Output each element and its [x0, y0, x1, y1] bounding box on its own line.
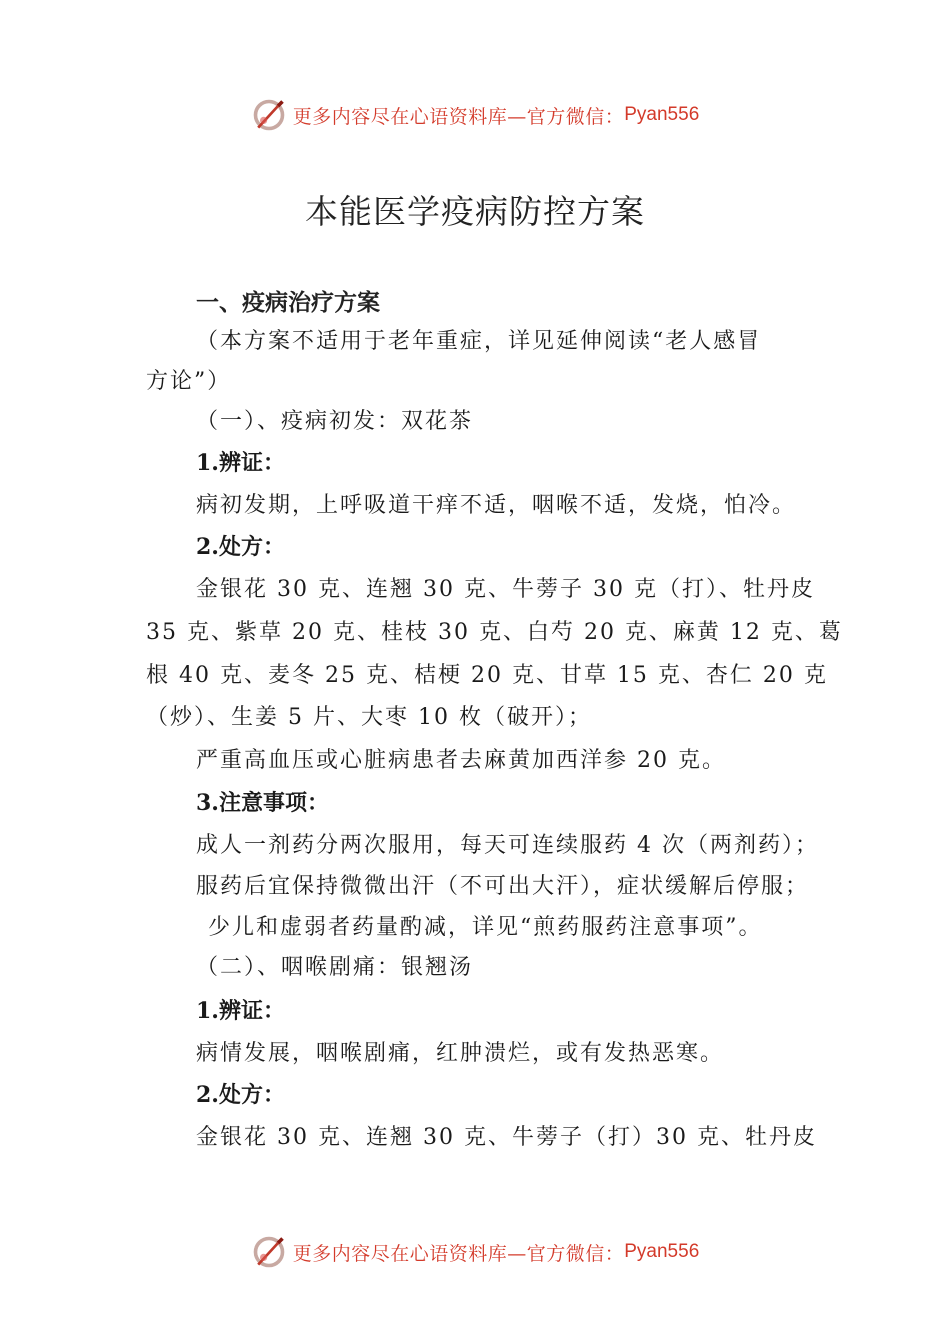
watermark-text: 更多内容尽在心语资料库—官方微信： — [292, 105, 625, 128]
brush-logo-icon — [251, 1234, 287, 1270]
header-watermark — [0, 95, 950, 135]
prescription-line: 金银花 30 克、连翘 30 克、牛蒡子（打）30 克、牡丹皮 — [196, 1125, 817, 1150]
precautions-line: 成人一剂药分两次服用，每天可连续服药 4 次（两剂药）； — [196, 833, 819, 858]
diagnosis-label: 1.辨证： — [196, 998, 285, 1024]
prescription-label: 2.处方： — [196, 1082, 285, 1108]
brush-logo-icon — [251, 97, 287, 133]
note-line: 方论”） — [146, 369, 232, 394]
prescription-note: 严重高血压或心脏病患者去麻黄加西洋参 20 克。 — [196, 748, 726, 773]
precautions-line: 少儿和虚弱者药量酌减，详见“煎药服药注意事项”。 — [208, 915, 763, 940]
watermark-text: 更多内容尽在心语资料库—官方微信： — [292, 1242, 625, 1265]
subsection-heading: （一）、疫病初发：双花茶 — [196, 409, 474, 434]
prescription-line: 35 克、紫草 20 克、桂枝 30 克、白芍 20 克、麻黄 12 克、葛 — [146, 620, 843, 645]
watermark-id: Pyan556 — [624, 1241, 700, 1262]
prescription-line: （炒）、生姜 5 片、大枣 10 枚（破开）； — [146, 705, 592, 730]
subsection-heading: （二）、咽喉剧痛：银翘汤 — [196, 955, 474, 980]
footer-watermark — [0, 1232, 950, 1272]
precautions-line: 服药后宜保持微微出汗（不可出大汗），症状缓解后停服； — [196, 874, 810, 899]
diagnosis-text: 病初发期，上呼吸道干痒不适，咽喉不适，发烧，怕冷。 — [196, 493, 797, 518]
section-heading: 一、疫病治疗方案 — [196, 290, 380, 316]
watermark-id: Pyan556 — [624, 104, 700, 125]
precautions-label: 3.注意事项： — [196, 790, 329, 816]
diagnosis-text: 病情发展，咽喉剧痛，红肿溃烂，或有发热恶寒。 — [196, 1041, 725, 1066]
prescription-line: 金银花 30 克、连翘 30 克、牛蒡子 30 克（打）、牡丹皮 — [196, 577, 815, 602]
prescription-label: 2.处方： — [196, 534, 285, 560]
prescription-line: 根 40 克、麦冬 25 克、桔梗 20 克、甘草 15 克、杏仁 20 克 — [146, 663, 828, 688]
diagnosis-label: 1.辨证： — [196, 450, 285, 476]
note-line: （本方案不适用于老年重症，详见延伸阅读“老人感冒 — [196, 329, 762, 354]
page-title: 本能医学疫病防控方案 — [305, 192, 645, 231]
